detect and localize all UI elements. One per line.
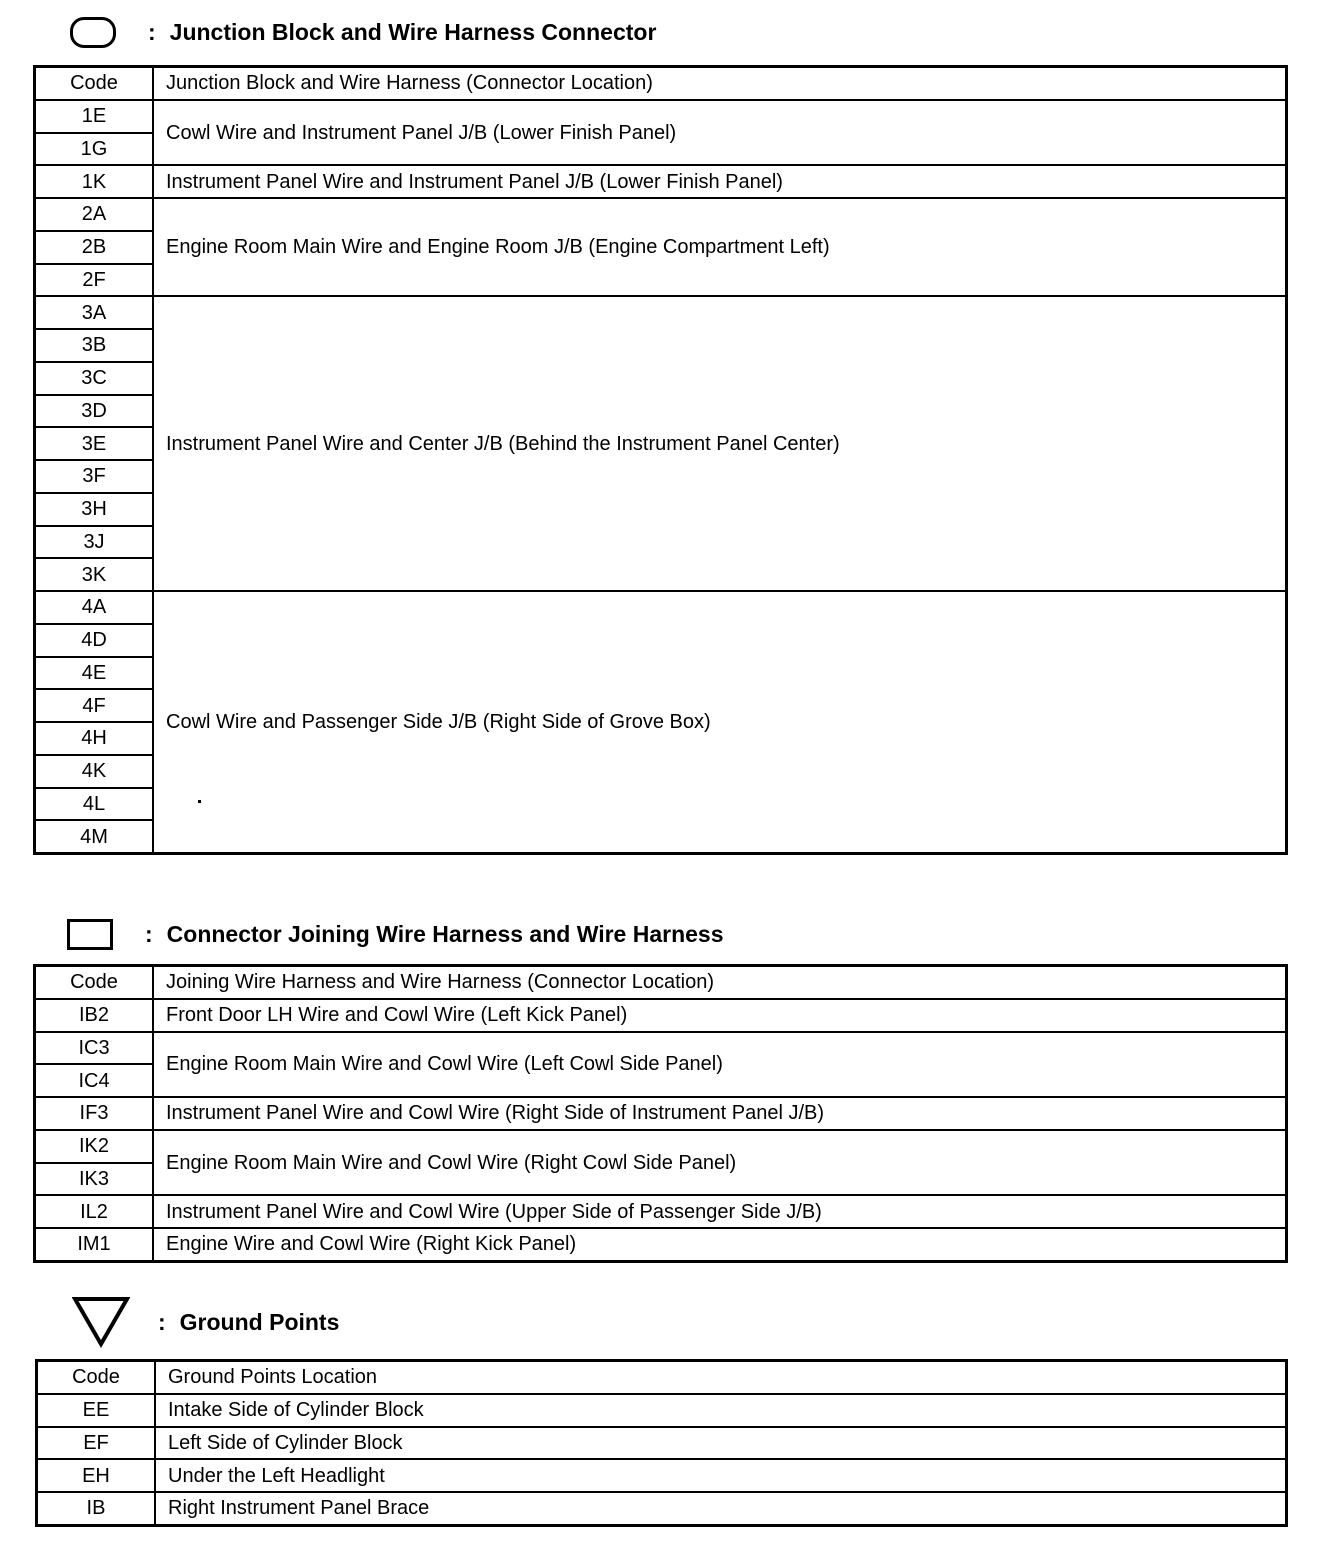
code-cell: 4E xyxy=(35,657,154,690)
triangle-down-icon xyxy=(72,1296,130,1348)
location-cell: Engine Wire and Cowl Wire (Right Kick Panel) xyxy=(153,1228,1287,1261)
location-cell: Left Side of Cylinder Block xyxy=(155,1427,1287,1460)
code-cell: 3B xyxy=(35,329,154,362)
table-row xyxy=(35,165,1287,198)
code-cell: 1E xyxy=(35,100,154,133)
column-header-location: Ground Points Location xyxy=(155,1361,1287,1394)
table-row xyxy=(37,1427,1287,1460)
location-cell: Cowl Wire and Instrument Panel J/B (Lower Finish Panel) xyxy=(153,100,1287,166)
joining-table xyxy=(33,964,1288,1263)
junction-heading xyxy=(70,12,656,52)
oval-symbol-icon xyxy=(70,17,116,48)
code-cell: 2B xyxy=(35,231,154,264)
code-cell: 4M xyxy=(35,820,154,853)
code-cell: IF3 xyxy=(35,1097,154,1130)
code-cell: 4D xyxy=(35,624,154,657)
table-row xyxy=(35,1130,1287,1163)
rectangle-symbol-icon xyxy=(67,919,113,950)
header-row xyxy=(35,966,1287,999)
location-cell: Instrument Panel Wire and Cowl Wire (Right Side of Instrument Panel J/B) xyxy=(153,1097,1287,1130)
code-cell: 1K xyxy=(35,165,154,198)
location-cell: Engine Room Main Wire and Cowl Wire (Left Cowl Side Panel) xyxy=(153,1032,1287,1098)
junction-colon: : xyxy=(148,18,156,45)
code-cell: 4L xyxy=(35,788,154,821)
code-cell: 4H xyxy=(35,722,154,755)
column-header-location: Junction Block and Wire Harness (Connector Location) xyxy=(153,67,1287,100)
ground-table xyxy=(35,1359,1288,1527)
code-cell: IB xyxy=(37,1492,156,1525)
ground-colon: : xyxy=(158,1308,166,1335)
code-cell: EH xyxy=(37,1459,156,1492)
table-row xyxy=(35,591,1287,624)
location-cell: Intake Side of Cylinder Block xyxy=(155,1394,1287,1427)
location-cell: Instrument Panel Wire and Cowl Wire (Upper Side of Passenger Side J/B) xyxy=(153,1195,1287,1228)
location-cell: Instrument Panel Wire and Instrument Panel J/B (Lower Finish Panel) xyxy=(153,165,1287,198)
junction-table xyxy=(33,65,1288,855)
code-cell: IM1 xyxy=(35,1228,154,1261)
code-cell: 3H xyxy=(35,493,154,526)
code-cell: 2A xyxy=(35,198,154,231)
code-cell: EF xyxy=(37,1427,156,1460)
code-cell: 4K xyxy=(35,755,154,788)
code-cell: 1G xyxy=(35,133,154,166)
column-header-code: Code xyxy=(35,67,154,100)
location-cell: Under the Left Headlight xyxy=(155,1459,1287,1492)
table-row xyxy=(35,100,1287,133)
joining-heading xyxy=(67,914,724,954)
code-cell: 3D xyxy=(35,395,154,428)
code-cell: 3C xyxy=(35,362,154,395)
table-row xyxy=(35,1228,1287,1261)
code-cell: IK2 xyxy=(35,1130,154,1163)
table-row xyxy=(35,198,1287,231)
table-row xyxy=(35,296,1287,329)
code-cell: 3K xyxy=(35,558,154,591)
header-row xyxy=(37,1361,1287,1394)
location-cell: Right Instrument Panel Brace xyxy=(155,1492,1287,1525)
ground-heading xyxy=(72,1296,339,1348)
code-cell: 2F xyxy=(35,264,154,297)
ground-title: Ground Points xyxy=(179,1308,340,1335)
location-cell: Front Door LH Wire and Cowl Wire (Left Kick Panel) xyxy=(153,999,1287,1032)
column-header-location: Joining Wire Harness and Wire Harness (Connector Location) xyxy=(153,966,1287,999)
location-cell: Instrument Panel Wire and Center J/B (Behind the Instrument Panel Center) xyxy=(153,296,1287,591)
code-cell: EE xyxy=(37,1394,156,1427)
code-cell: IK3 xyxy=(35,1163,154,1196)
joining-title: Connector Joining Wire Harness and Wire Harness xyxy=(166,920,724,947)
joining-colon: : xyxy=(145,920,153,947)
location-cell: Cowl Wire and Passenger Side J/B (Right Side of Grove Box) xyxy=(153,591,1287,854)
table-row xyxy=(35,1032,1287,1065)
header-row xyxy=(35,67,1287,100)
column-header-code: Code xyxy=(35,966,154,999)
code-cell: IB2 xyxy=(35,999,154,1032)
location-cell: Engine Room Main Wire and Engine Room J/B (Engine Compartment Left) xyxy=(153,198,1287,296)
code-cell: IC4 xyxy=(35,1064,154,1097)
code-cell: 3E xyxy=(35,427,154,460)
table-row xyxy=(37,1492,1287,1525)
code-cell: 4A xyxy=(35,591,154,624)
table-row xyxy=(35,1097,1287,1130)
code-cell: 3F xyxy=(35,460,154,493)
location-cell: Engine Room Main Wire and Cowl Wire (Right Cowl Side Panel) xyxy=(153,1130,1287,1196)
code-cell: IC3 xyxy=(35,1032,154,1065)
table-row xyxy=(35,999,1287,1032)
table-row xyxy=(37,1394,1287,1427)
code-cell: 3A xyxy=(35,296,154,329)
code-cell: IL2 xyxy=(35,1195,154,1228)
table-row xyxy=(37,1459,1287,1492)
table-row xyxy=(35,1195,1287,1228)
code-cell: 4F xyxy=(35,689,154,722)
code-cell: 3J xyxy=(35,526,154,559)
stray-dot xyxy=(198,800,201,803)
junction-title: Junction Block and Wire Harness Connector xyxy=(169,18,657,45)
column-header-code: Code xyxy=(37,1361,156,1394)
